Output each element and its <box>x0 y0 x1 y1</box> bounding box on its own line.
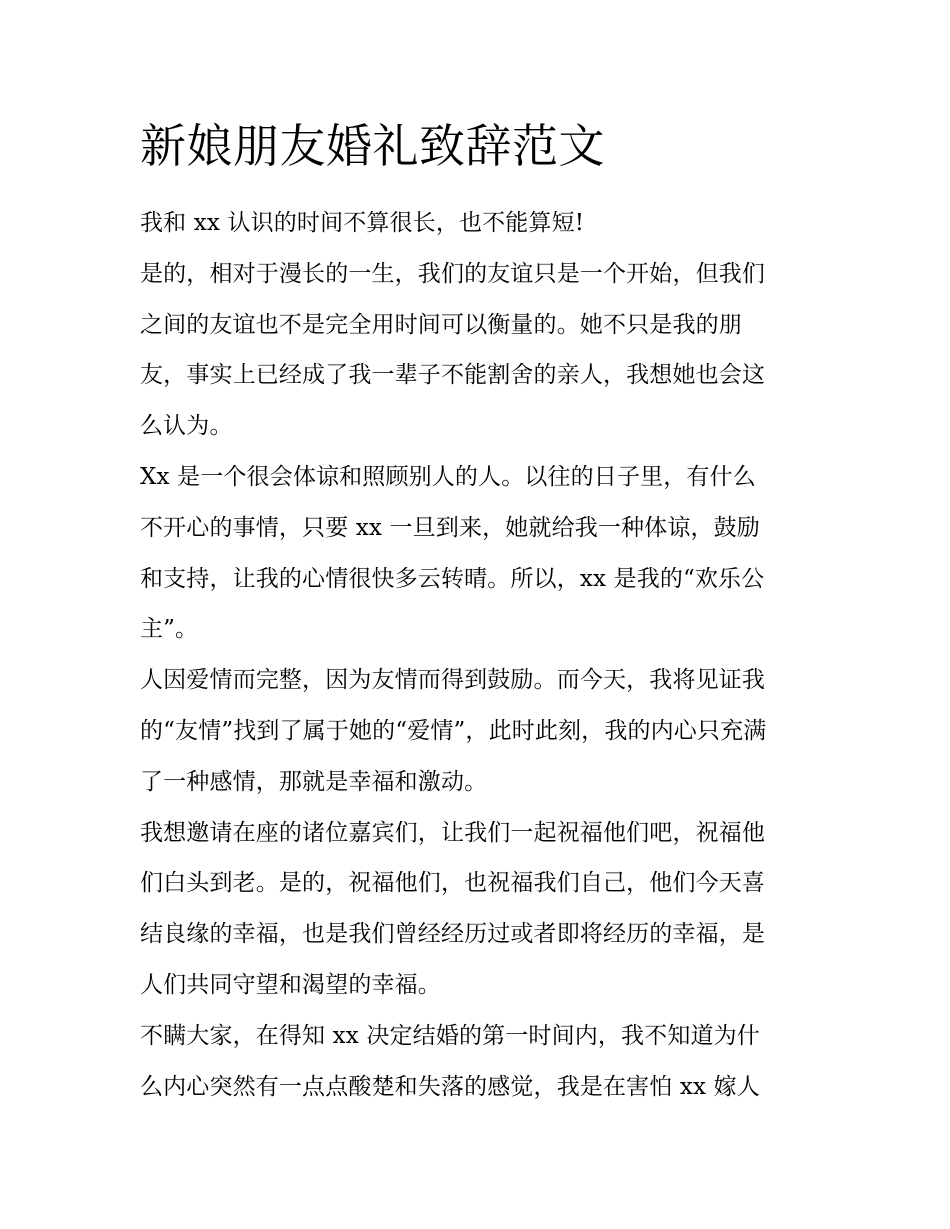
document-content <box>140 112 816 1112</box>
text-line: 之间的友谊也不是完全用时间可以衡量的。她不只是我的朋 <box>140 311 742 338</box>
text-line: 么认为。 <box>140 413 233 440</box>
text-line: 结良缘的幸福，也是我们曾经经历过或者即将经历的幸福，是 <box>140 921 766 948</box>
text-line: 了一种感情，那就是幸福和激动。 <box>140 768 488 795</box>
text-line: 友，事实上已经成了我一辈子不能割舍的亲人，我想她也会这 <box>140 362 766 389</box>
text-line: 不瞒大家，在得知 xx 决定结婚的第一时间内，我不知道为什 <box>140 1022 760 1049</box>
text-line: 和支持，让我的心情很快多云转晴。所以，xx 是我的“欢乐公 <box>140 565 765 592</box>
paragraph-5 <box>140 808 816 1011</box>
text-line: 我和 xx 认识的时间不算很长，也不能算短! <box>140 210 585 236</box>
text-line: 人们共同守望和渴望的幸福。 <box>140 971 441 998</box>
paragraph-2 <box>140 249 816 452</box>
text-line: 们白头到老。是的，祝福他们，也祝福我们自己，他们今天喜 <box>140 870 766 897</box>
text-line: 主”。 <box>140 616 199 643</box>
paragraph-4 <box>140 655 816 807</box>
text-line: 的“友情”找到了属于她的“爱情”，此时此刻，我的内心只充满 <box>140 717 767 744</box>
paragraph-1 <box>140 198 816 249</box>
text-line: 是的，相对于漫长的一生，我们的友谊只是一个开始，但我们 <box>140 260 766 287</box>
document-title: 新娘朋友婚礼致辞范文 <box>140 119 605 173</box>
text-line: 么内心突然有一点点酸楚和失落的感觉，我是在害怕 xx 嫁人 <box>140 1073 760 1100</box>
paragraph-6 <box>140 1011 816 1113</box>
text-line: 我想邀请在座的诸位嘉宾们，让我们一起祝福他们吧，祝福他 <box>140 819 766 846</box>
text-line: 不开心的事情，只要 xx 一旦到来，她就给我一种体谅，鼓励 <box>140 514 760 541</box>
text-line: 人因爱情而完整，因为友情而得到鼓励。而今天，我将见证我 <box>140 667 766 694</box>
paragraph-3 <box>140 452 816 655</box>
text-line: Xx 是一个很会体谅和照顾别人的人。以往的日子里，有什么 <box>140 463 756 490</box>
